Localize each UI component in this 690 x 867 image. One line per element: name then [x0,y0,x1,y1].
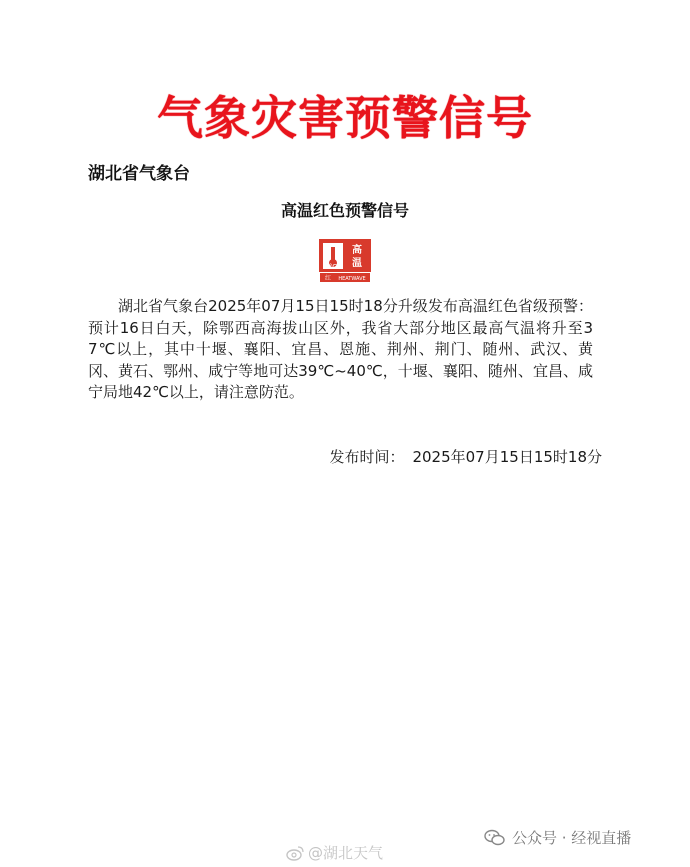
icon-glyph-high: 高 [352,245,362,256]
signal-title: 高温红色预警信号 [280,201,409,220]
icon-glyph-temp: 温 [352,258,362,269]
page-title: 气象灾害预警信号 [157,91,533,145]
release-time [329,447,602,468]
icon-level-text: 红 [325,275,332,282]
warning-body-text: 湖北省气象台2025年07月15日15时18分升级发布高温红色省级预警：预计16日白天，除鄂西高海拔山区外，我省大部分地区最高气温将升至37℃以上，其中十堰、襄阳、宜昌、恩施、荆州、荆门、随州、武汉、黄冈、黄石、鄂州、咸宁等地可达39℃~40℃，十堰、襄阳、随州、宜昌、咸宁局地42℃以上，请注意防范。 [88,297,593,401]
warning-icon-svg [319,239,371,283]
wechat-watermark-text: 公众号 · 经视直播 [512,829,632,847]
weibo-icon [286,845,304,861]
release-time-label: 发布时间： [329,448,405,466]
release-time-value: 2025年07月15日15时18分 [412,448,602,466]
wechat-watermark [484,827,631,848]
icon-unit-text: °C [328,263,338,271]
issuer-name: 湖北省气象台 [88,164,190,184]
weibo-watermark-text: @湖北天气 [308,844,384,862]
high-temperature-red-warning-icon [319,239,371,283]
icon-english-text: HEATWAVE [338,276,366,282]
weibo-watermark [286,842,383,863]
wechat-icon [484,829,506,847]
